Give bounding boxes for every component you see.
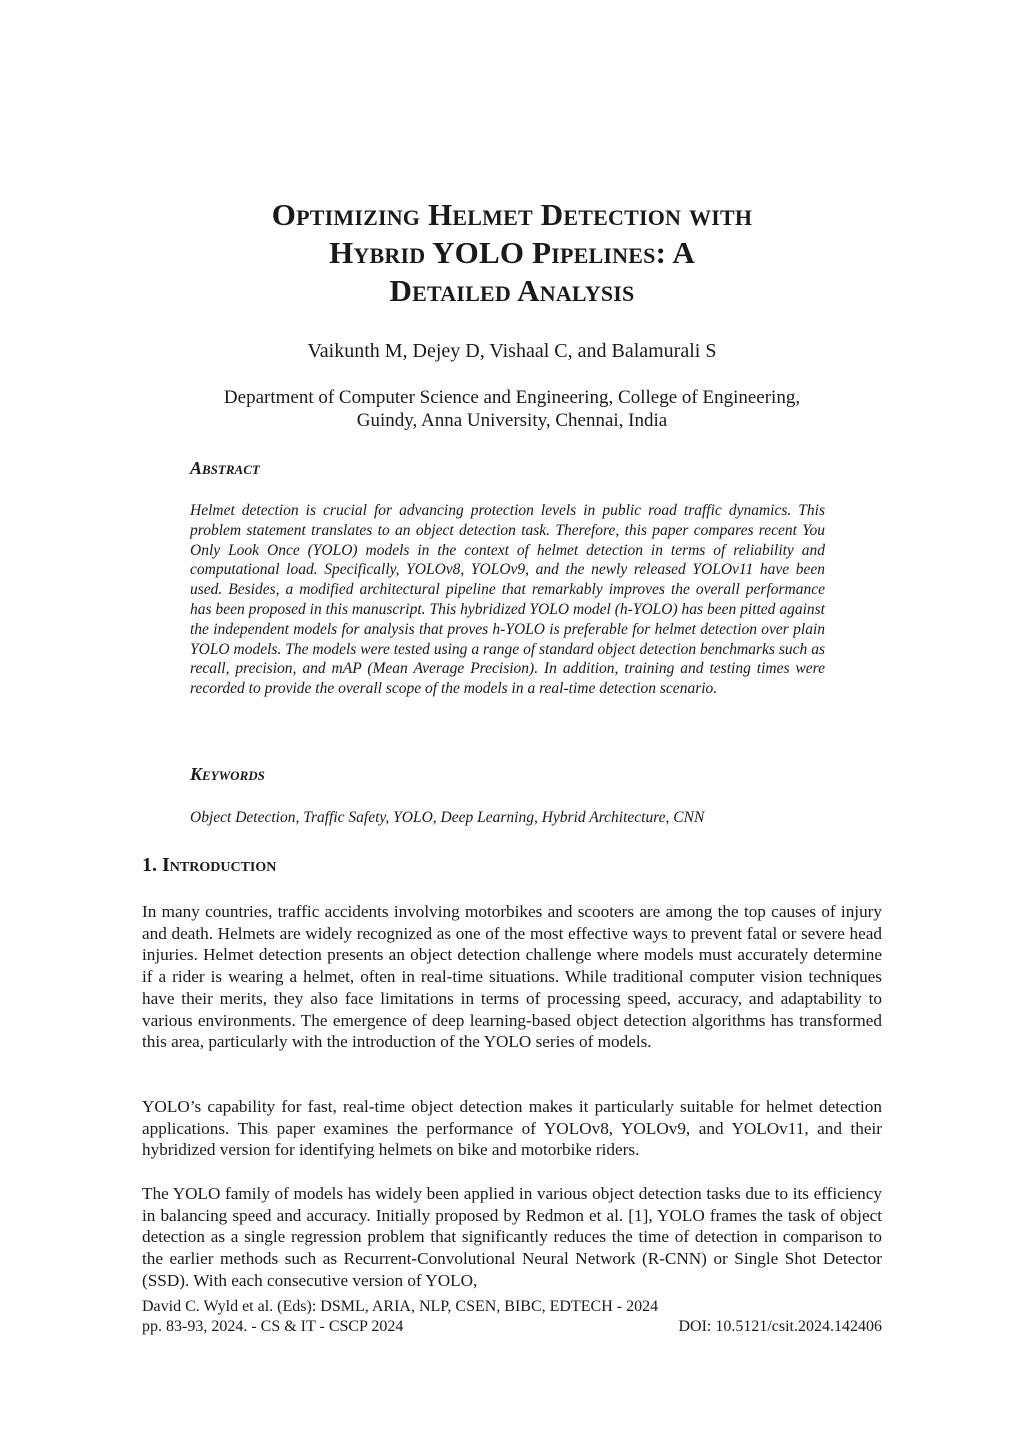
author-list: Vaikunth M, Dejey D, Vishaal C, and Balamurali S <box>307 340 717 362</box>
keywords-heading: Keywords <box>190 764 265 784</box>
section-heading-introduction: 1. Introduction <box>142 854 277 876</box>
intro-paragraph-2: YOLO’s capability for fast, real-time object detection makes it particularly suitable for helmet detection applications. This paper examines the performance of YOLOv8, YOLOv9, and YOLOv11, and their hybridized version for identifying helmets on bike and motorbike riders. <box>142 1097 882 1160</box>
intro-paragraph-3: The YOLO family of models has widely been applied in various object detection tasks due to its efficiency in balancing speed and accuracy. Initially proposed by Redmon et al. [1], YOLO frames the task of object detection as a single regression problem that significantly reduces the time of detection in comparison to the earlier methods such as Recurrent-Convolutional Neural Network (R-CNN) or Single Shot Detector (SSD). With each consecutive version of YOLO, <box>142 1184 882 1290</box>
affiliation-line-1: Department of Computer Science and Engineering, College of Engineering, <box>223 387 801 408</box>
title-line-1: Optimizing Helmet Detection with <box>271 197 753 232</box>
intro-paragraph-1: In many countries, traffic accidents involving motorbikes and scooters are among the top causes of injury and death. Helmets are widely recognized as one of the most effective ways to prevent fatal or severe head injuries. Helmet detection presents an object detection challenge where models must accurately determine if a rider is wearing a helmet, often in real-time situations. While traditional computer vision techniques have their merits, they also face limitations in terms of processing speed, accuracy, and adaptability to various environments. The emergence of deep learning-based object detection algorithms has transformed this area, particularly with the introduction of the YOLO series of models. <box>142 902 882 1052</box>
affiliation <box>150 386 874 432</box>
footer-doi[interactable]: DOI: 10.5121/csit.2024.142406 <box>678 1318 882 1335</box>
affiliation-line-2: Guindy, Anna University, Chennai, India <box>356 410 668 431</box>
paper-title <box>150 196 874 310</box>
abstract-body: Helmet detection is crucial for advancing protection levels in public road traffic dynamics. This problem statement translates to an object detection task. Therefore, this paper compares recent You Only Look Once (YOLO) models in the context of helmet detection in terms of reliability and computational load. Specifically, YOLOv8, YOLOv9, and the newly released YOLOv11 have been used. Besides, a modified architectural pipeline that remarkably improves the overall performance has been proposed in this manuscript. This hybridized YOLO model (h-YOLO) has been pitted against the independent models for analysis that proves h-YOLO is preferable for helmet detection over plain YOLO models. The models were tested using a range of standard object detection benchmarks such as recall, precision, and mAP (Mean Average Precision). In addition, training and testing times were recorded to provide the overall scope of the models in a real-time detection scenario. <box>190 502 825 698</box>
keywords-list: Object Detection, Traffic Safety, YOLO, Deep Learning, Hybrid Architecture, CNN <box>190 809 705 826</box>
footer-pages: pp. 83-93, 2024. - CS & IT - CSCP 2024 <box>142 1318 404 1335</box>
footer-editors: David C. Wyld et al. (Eds): DSML, ARIA, NLP, CSEN, BIBC, EDTECH - 2024 <box>142 1298 659 1315</box>
footer-publication <box>142 1318 882 1336</box>
title-line-3: Detailed Analysis <box>389 273 635 308</box>
title-line-2: Hybrid YOLO Pipelines: A <box>329 235 695 270</box>
abstract-heading: Abstract <box>190 458 260 478</box>
